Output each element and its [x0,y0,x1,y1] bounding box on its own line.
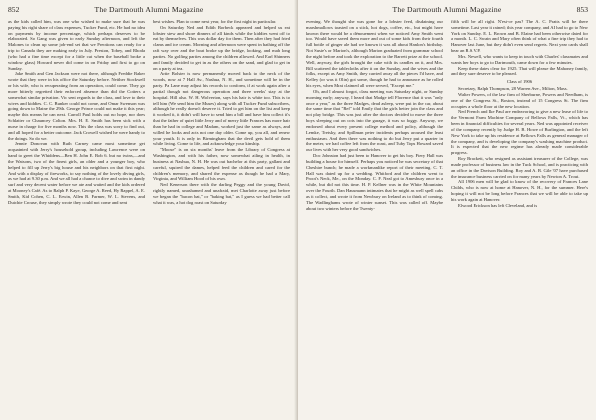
article-paragraph: Doc Johnston had just been to Hanover to get his boy. Fiery Hall was building a house for himself. Perhaps you noticed he was secretary of that Cheshire bunch; he made a workmanlike report of their meeting. C. T. Hall was dated up for a wedding. Whitford and the children went to Proot's Neck, Me., on the Monday. C. F. Neal got to Amesbury once in a while, but did not this time. H. P. Kellner was in the White Mountains over the Fourth. Dan Hausmann intimates that he might as well spell cabs as it collect, and wrote it from Newbury on Ireland as to think of coming. The Wadlinghams wrote of winter sunset. This was called off. Maybe about two winters before the Twenty- [306,153,443,211]
article-paragraph: best wishes. Plan to come next year, for the first night in particular. [153,19,277,24]
article-paragraph: Ned French and Ike Paul are endeavoring to give a new lease of life to the Vermont Farm Machine Company of Bellows Falls, Vt., which has been in financial difficulties for several years. Ned was appointed receiver of the company recently by Judge H. B. Howe of Burlington, and the left New York to take up his residence at Bellows Falls as general manager of the company, and is developing the company's washing machine product. It is expected that the new regime has already made considerable progress. [451,109,588,156]
article-paragraph: Ned Kenerson there with the darling Peggy and the young David, rightly named, unashamed and unafraid, met Charlotte away just before we began the "bacon bat," or "baking bat," as I guess we had better call what it was, a hot dog roast on Saturday [153,182,290,205]
left-column-2 [153,19,290,206]
article-paragraph: Elwood Erickson has left Cleveland, and is [458,202,538,208]
right-page [298,0,596,420]
article-paragraph: On Saturday Ned and Edith Borbeck appeared and helped us eat lobster stew and shore dinners of all kinds while the kiddies went off to eat by themselves. This was dollar day for them. Then after they had fried clams and ice cream. Morning and afternoon were spent in bathing off the raft way over and the boat broke up the bridge, looking, and mah long parties. No golfing parties among the children allowed. And Earl Shinners and family decided to get in as the others on the sand, and glad to get in on a party at tea. [153,24,290,71]
article-paragraph: Walter Powers, of the law firm of Sherburne, Powers and Needham, is one of the Congress St., Boston, instead of 15 Congress St. The firm occupies a whole floor at the new location. [451,91,588,109]
article-paragraph: fifth will be all right. N'est-ce pas? The A. C. Pratts will be there sometime. Last year it rained; this year company, and AI had to go to New York on Sunday. E. L. Brown and B. Elaine had been otherwise dated for a month. L. C. Swain and Mary often think of what a fine trip they had to Hanover last June, but they didn't even send regrets. Next year cards shall bear an R.S.V.P. [451,19,588,54]
left-running-head [8,5,290,15]
left-column-1 [8,19,145,206]
running-title: The Dartmouth Alumni Magazine [94,5,204,14]
article-paragraph: evening. We thought she was gone for a lobster feed, disdaining our marshmallows toasted on a stick, hot dogs, coffee, etc., but might have known there would be a dénouement when we noticed Amy Smith went too. Would have saved them more and out of some kids from their fourth full bottle of ginger ale had we known it was all about Hanlon's birthday. Not Susie's or Marion's, although Marion graduated from grammar school the night before and took the exploration to the Barrett prize at the school. Well, anyway, the girls brought the cake with its candles on it, and Mrs. Bill scattered the tablecloths after it on the Sunday, and the wives and the folks, except as Amy Smith, they carried away all the pieces I'd have, and Kelley (or was it Olin) got some, though he had to announce as he rolled his eyes, when Mrat claimed all were served, "Except me." [306,19,443,89]
page-number: 852 [8,5,20,14]
class-heading: Class of 1906 [506,79,533,85]
article-paragraph: Oh, and I almost forgot, class meeting was Saturday night, or Sunday morning early; anyway, I heard that Madge tell Florence that it was "only once a year," as the three Madges, dead asleep, were put in the car, about the same time that "Ref" told Emily that the girls better join the class and not play bridge. This was just after the doctors decided to move the three boys sleeping out on cots into the garage, it was so foggy. Anyway, we endorsed about every present college method and policy, although the Lemke, Tretsky, and Spillman peter incidents perhaps aroused the least enthusiasm. And then there was nothing to do but Jerry put a quarter in the meter, we had coffee left from the roast, and Tuby Tops Howard saved our lives with her very good sandwiches. [306,88,443,153]
right-column-2 [451,19,588,211]
secretary-line: Secretary, Ralph Thompson, 28 Warren Ave., Milton, Mass. [458,86,568,92]
article-paragraph: Jake Smith and Gen Jackson were not there, although Freddie Baker wrote that they were in his office the Saturday before. Neither Stockwell or his wife, who is recuperating from an operation, could come. They go more bitterly regretted their enforced absence than did the Cotters a somewhat similar privation. Vic sent regards to the class, and love to their wives and kiddies. C. C. Bunker could not come, and Omar Swenson was going down to Maine the 29th. George Prince could not make it this year; maybe this means he can next. Carroll Paul holds out no hope, nor does Schlatter or Chauncey Colton. Mrs. H. E. Smith has been sick with a nurse in charge for five months now. This the class was sorry to find out, and all hoped for a better outcome. Jack Crowell wished he were handy to the doings. So do we. [8,71,145,141]
running-title: The Dartmouth Alumni Magazine [392,5,502,14]
article-paragraph: Jennie Donovan with Ruth Carney came most sometime get acquainted with Jerry's household group, including Lawrence were on hand to greet the Whiddens—Ben H. John E. Bob 6. but no twins,—and the Watsons, two of the finest girls, an older and a younger boy, who helped to fill up Jerry's big house and his neighbors on that first night. And with a display of fireworks, to say nothing of the lovely diving girls, as we had at 9.30 p.m. And we all had a chance to dive and swim in dandy surf and very decent water before we ate and waited and the kids ordered at Mooney's Café. As to Ralph P. Kaye, George A. Reed, Hy Rappel, A. E. Smith, Kid Cohen, C. L. Erwin, Allen B. Farmer, W. L. Stevens, and Dutchie Crouse, they simply wrote they could not come and sent [8,141,145,205]
article-paragraph: Roy Brackett, who resigned as assistant treasurer of the College, was made professor of business law in the Tuck School, and is practicing with an office in the Davison Building. Roy and A. B. Gile '07 have purchased the insurance business carried on for many years by Newton A. Trout. [451,156,588,179]
article-paragraph: Keep these dates clear for 1925. That will please the Mahoney family, and they sure deserve to be pleased. [451,65,588,77]
article-paragraph: Artie Bolster is now permanently moved back to the neck of the woods, now at 7 Hall Av., Nashua, N. H., and sometime will be in the party. Pa Lane may adjust his records to conform, if at work again after a partial though not dangerous operation and three weeks' stay at the hospital. Hill also. W. H. Wolverton, says his hair is white too. This is to tell him (We send him the Muses) along with all Tucker Fund subscribers, although he really doesn't deserve it. Tried to get him on the list and keep it worked it, it didn't will have to send him a bill and have him collect it's that the father of quiet little Jerry and of merry little Frances has more hair than he had in college and Madam, worked just the same as always, and willed he looks and acts not one day older. Come up, you all, and renew your youth. It is only in Birmingham that the devil gets hold of them while living. Come to life, and acknowledge your kinship. [153,71,290,147]
article-paragraph: Mrs. Newell, who wants to keep in touch with Charles' classmates and wants her boys to go to Dartmouth, came down for a few minutes. [451,53,588,65]
article-paragraph: as the kids called him, was one who wished to make sure that he was paying his right share of class expenses, Tucker Fund, etc. He had no idea on payments by income percentage, which perhaps deserves to be elaborated. So Gang was given to early Sunday afternoon, and left the Malones to clean up some job-end set that we Preotions can ready for a trip to Canada they are making early in July. Preston, Tobey, and Rhoda (who had a fine time except for a little cut when the baseball broke a window glass) Howard never did come in on Friday and first to go on Sunday. [8,19,145,71]
right-column-1 [306,19,443,211]
article-paragraph: "Moose" is on six months' leave from the Library of Congress at Washington, and with his father, now somewhat ailing in health, in business at Nashua, N. H. He was out bachelor at this party, gallant and careful, squired the dames, helped feed the children and cared for the children's memory, and shared the expense as though he had a Mary, Virginia, and William Hood of his own. [153,147,290,182]
page-number: 853 [576,5,588,14]
right-running-head [306,5,588,15]
article-paragraph: All 1906 men will be glad to know of the recovery of Frances Lane Childs, who is now at home at Hanover, N. H., for the summer. Here's hoping it will not be long before Frances that we will be able to take up his work again at Hanover. [451,179,588,202]
